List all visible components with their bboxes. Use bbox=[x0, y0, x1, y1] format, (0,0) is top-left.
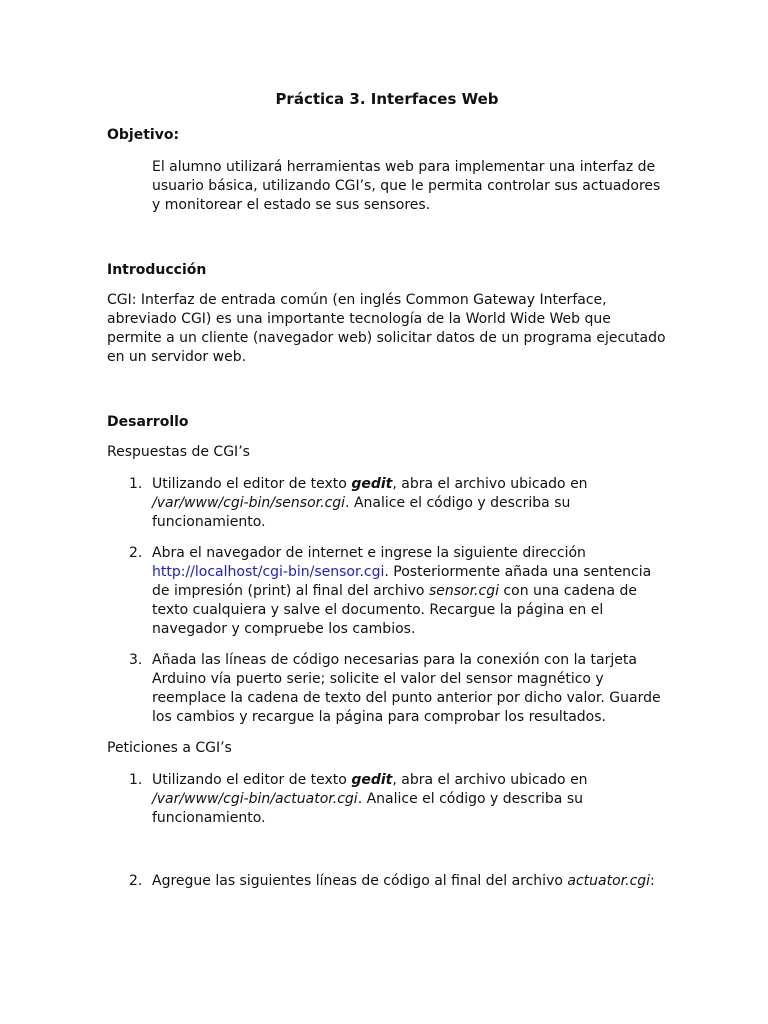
item-text: Agregue las siguientes líneas de código al final del archivo bbox=[152, 873, 568, 889]
list-item bbox=[107, 544, 667, 639]
introduccion-heading: Introducción bbox=[107, 262, 207, 278]
list-item bbox=[107, 651, 667, 727]
introduccion-text: CGI: Interfaz de entrada común (en inglés Common Gateway Interface, abreviado CGI) es una importante tecnología de la World Wide Web que permite a un cliente (navegador web) solicitar datos de un programa ejecutado en un servidor web. bbox=[107, 292, 666, 365]
item-text: Añada las líneas de código necesarias para la conexión con la tarjeta Arduino vía puerto serie; solicite el valor del sensor magnético y reemplace la cadena de texto del punto anterior por dicho valor. Guarde los cambios y recargue la página para comprobar los resultados. bbox=[152, 652, 661, 725]
item-text: con una cadena de texto cualquiera y salve el documento. Recargue la página en el navegador y compruebe los cambios. bbox=[152, 583, 637, 637]
item-text: . Posteriormente añada una sentencia de impresión (print) al final del archivo bbox=[152, 564, 652, 599]
item-text: . Analice el código y describa su funcionamiento. bbox=[152, 495, 571, 530]
file-name: actuator.cgi bbox=[567, 873, 651, 889]
item-text: Utilizando el editor de texto bbox=[152, 772, 352, 788]
file-path: /var/www/cgi-bin/actuator.cgi bbox=[152, 791, 358, 807]
item-text: , abra el archivo ubicado en bbox=[392, 476, 588, 492]
objetivo-text: El alumno utilizará herramientas web para implementar una interfaz de usuario básica, utilizando CGI’s, que le permita controlar sus actuadores y monitorear el estado se sus sensores. bbox=[152, 159, 661, 213]
list-item bbox=[107, 475, 667, 532]
item-text: Utilizando el editor de texto bbox=[152, 476, 352, 492]
list-item bbox=[107, 771, 667, 828]
objetivo-heading: Objetivo: bbox=[107, 127, 180, 143]
file-name: sensor.cgi bbox=[428, 583, 499, 599]
list-number: 1. bbox=[129, 772, 143, 788]
peticiones-list bbox=[107, 771, 667, 891]
item-text: , abra el archivo ubicado en bbox=[392, 772, 588, 788]
sensor-url-link[interactable]: http://localhost/cgi-bin/sensor.cgi bbox=[152, 564, 385, 580]
file-path: /var/www/cgi-bin/sensor.cgi bbox=[152, 495, 346, 511]
item-text: . Analice el código y describa su funcionamiento. bbox=[152, 791, 584, 826]
item-text: : bbox=[650, 873, 655, 889]
respuestas-label: Respuestas de CGI’s bbox=[107, 444, 250, 460]
list-item bbox=[107, 872, 667, 891]
peticiones-label: Peticiones a CGI’s bbox=[107, 740, 232, 756]
editor-name: gedit bbox=[351, 772, 393, 788]
desarrollo-heading: Desarrollo bbox=[107, 414, 189, 430]
list-number: 1. bbox=[129, 476, 143, 492]
item-text: Abra el navegador de internet e ingrese la siguiente dirección bbox=[152, 545, 586, 561]
list-number: 3. bbox=[129, 652, 143, 668]
list-number: 2. bbox=[129, 545, 143, 561]
document-title: Práctica 3. Interfaces Web bbox=[275, 90, 499, 108]
respuestas-list bbox=[107, 475, 667, 727]
document-page bbox=[107, 88, 667, 891]
editor-name: gedit bbox=[351, 476, 393, 492]
list-number: 2. bbox=[129, 873, 143, 889]
